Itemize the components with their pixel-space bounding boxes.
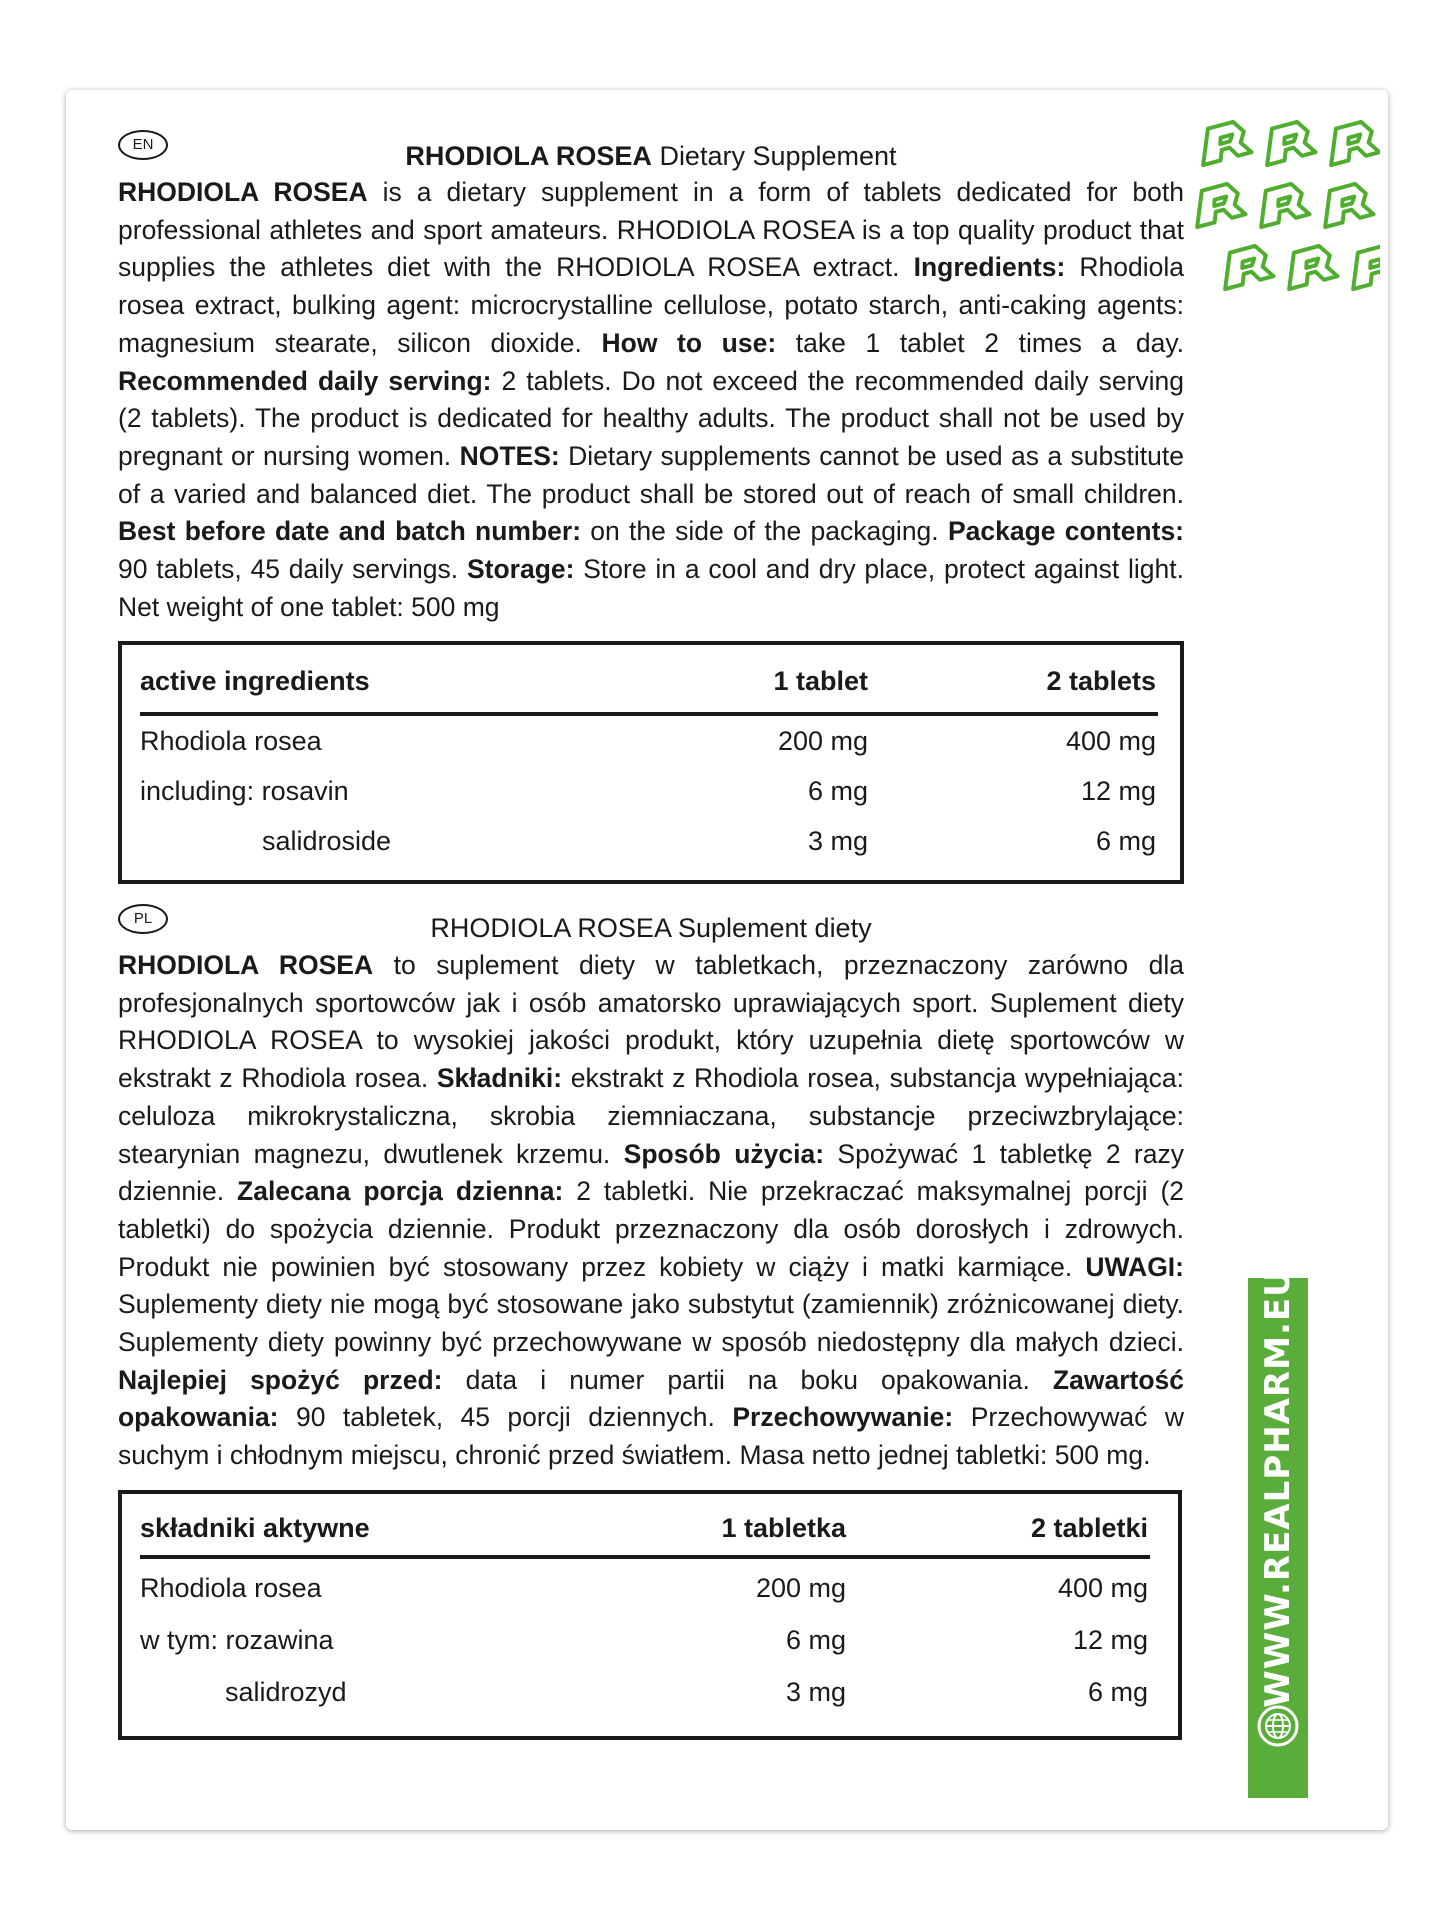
en-table-cell: including: rosavin <box>140 776 349 806</box>
pl-text-segment: UWAGI: <box>1085 1251 1184 1282</box>
en-title <box>118 140 1184 172</box>
side-banner-text-wrap <box>1248 1268 1308 1708</box>
en-text-segment: Package contents: <box>947 516 1185 547</box>
en-text-segment: 2 tablets. Do not exceed the recommended daily serving (2 tablets). The product is dedicated for healthy adults. The product shall not be used by pregnant or nursing women. <box>118 365 1184 471</box>
pl-table-header-rule <box>140 1555 1150 1559</box>
pl-table-cell: 400 mg <box>1057 1573 1148 1603</box>
pl-description <box>118 947 1184 1475</box>
pl-table-cell: 3 mg <box>785 1677 846 1707</box>
pl-text-segment: Zawartość opakowania: <box>118 1364 1184 1433</box>
pl-table-header: 1 tabletka <box>721 1513 846 1543</box>
pl-text-segment: Suplementy diety nie mogą być stosowane jako substytut (zamiennik) zróżnicowanej diety. Suplementy diety powinny być przechowywane w sposób niedostępny dla małych dzieci. <box>118 1289 1184 1358</box>
pl-text-segment: 2 tabletki. Nie przekraczać maksymalnej porcji (2 tabletki) do spożycia dziennie. Produkt przeznaczony dla osób dorosłych i zdrowych. Produkt nie powinien być stosowany przez kobiety w ciąży i matki karmiące. <box>118 1176 1185 1282</box>
en-table-cell: Rhodiola rosea <box>140 726 322 756</box>
pl-text-segment: Składniki: <box>436 1063 563 1094</box>
en-text-segment: 90 tablets, 45 daily servings. <box>118 554 467 585</box>
en-table-header: 2 tablets <box>1046 666 1156 696</box>
en-table-header-rule <box>140 712 1158 716</box>
en-title-bold: RHODIOLA ROSEA <box>405 141 652 171</box>
en-table-cell: 400 mg <box>1065 726 1156 756</box>
pl-table-cell: 200 mg <box>755 1573 846 1603</box>
en-text-segment: Recommended daily serving: <box>118 365 492 396</box>
en-title-rest: Dietary Supplement <box>651 141 897 171</box>
pl-table-cell: Rhodiola rosea <box>140 1573 322 1603</box>
pl-text-segment: data i numer partii na boku opakowania. <box>442 1364 1053 1395</box>
pl-text-segment: ekstrakt z Rhodiola rosea, substancja wypełniająca: celuloza mikrokrystaliczna, skrobia ziemniaczana, substancje przeciwzbrylające: stearynian magnezu, dwutlenek krzemu. <box>118 1063 1184 1169</box>
en-text-segment: How to use: <box>601 327 777 358</box>
en-table-header: 1 tablet <box>773 666 868 696</box>
en-text-segment: NOTES: <box>459 440 560 471</box>
en-text-segment: Dietary supplements cannot be used as a substitute of a varied and balanced diet. The product shall be stored out of reach of small children. <box>118 440 1184 509</box>
en-text-segment: Best before date and batch number: <box>118 516 582 547</box>
pl-text-segment: Przechowywanie: <box>732 1402 954 1433</box>
pl-text-segment: RHODIOLA ROSEA <box>118 950 374 980</box>
pl-table-cell: 6 mg <box>785 1625 846 1655</box>
en-text-segment: RHODIOLA ROSEA <box>118 177 368 207</box>
en-text-segment: on the side of the packaging. <box>581 516 948 547</box>
pl-text-segment: 90 tabletek, 45 porcji dziennych. <box>278 1402 733 1433</box>
pl-table-header: 2 tabletki <box>1030 1513 1148 1543</box>
pl-text-segment: Sposób użycia: <box>623 1138 825 1169</box>
en-table-cell: 12 mg <box>1080 776 1156 806</box>
pl-text-segment: Zalecana porcja dzienna: <box>237 1176 564 1207</box>
pl-table-header: składniki aktywne <box>140 1513 370 1543</box>
globe-icon <box>1256 1704 1300 1748</box>
en-text-segment: Ingredients: <box>913 252 1066 283</box>
en-text-segment: take 1 tablet 2 times a day. <box>776 327 1184 358</box>
realpharm-logo-icon <box>1190 118 1380 318</box>
pl-table-cell: salidrozyd <box>225 1677 347 1707</box>
en-text-segment: Rhodiola rosea extract, bulking agent: microcrystalline cellulose, potato starch, anti-caking agents: magnesium stearate, silicon dioxide. <box>118 252 1184 358</box>
lang-badge-en: EN <box>118 130 168 160</box>
pl-table-cell: w tym: rozawina <box>140 1625 334 1655</box>
pl-title: RHODIOLA ROSEA Suplement diety <box>430 913 872 943</box>
pl-text-segment: to suplement diety w tabletkach, przeznaczony zarówno dla profesjonalnych sportowców jak i osób amatorsko uprawiających sport. Suplement diety RHODIOLA ROSEA to wysokiej jakości produkt, który uzupełnia dietę sportowców w ekstrakt z Rhodiola rosea. <box>118 950 1184 1094</box>
pl-table-cell: 12 mg <box>1072 1625 1148 1655</box>
lang-badge-pl: PL <box>118 904 168 934</box>
en-description <box>118 174 1184 626</box>
en-table-cell: 200 mg <box>777 726 868 756</box>
en-table-cell: 6 mg <box>807 776 868 806</box>
side-banner-url[interactable]: WWW.REALPHARM.EU <box>1258 1268 1298 1708</box>
en-table-cell: salidroside <box>262 826 392 856</box>
en-text-segment: is a dietary supplement in a form of tablets dedicated for both professional athletes and sport amateurs. RHODIOLA ROSEA is a top quality product that supplies the athletes diet with the RHODIOLA ROSEA extract. <box>118 177 1184 283</box>
pl-text-segment: Przechowywać w suchym i chłodnym miejscu, chronić przed światłem. Masa netto jednej tabletki: 500 mg. <box>118 1402 1185 1471</box>
en-table-cell: 6 mg <box>1095 826 1156 856</box>
pl-text-segment: Spożywać 1 tabletkę 2 razy dziennie. <box>118 1138 1184 1207</box>
en-text-segment: Store in a cool and dry place, protect against light. Net weight of one tablet: 500 mg <box>118 554 1184 622</box>
pl-text-segment: Najlepiej spożyć przed: <box>118 1364 443 1395</box>
en-table-cell: 3 mg <box>807 826 868 856</box>
pl-table-cell: 6 mg <box>1087 1677 1148 1707</box>
en-text-segment: Storage: <box>466 554 575 585</box>
en-table-header: active ingredients <box>140 666 370 696</box>
